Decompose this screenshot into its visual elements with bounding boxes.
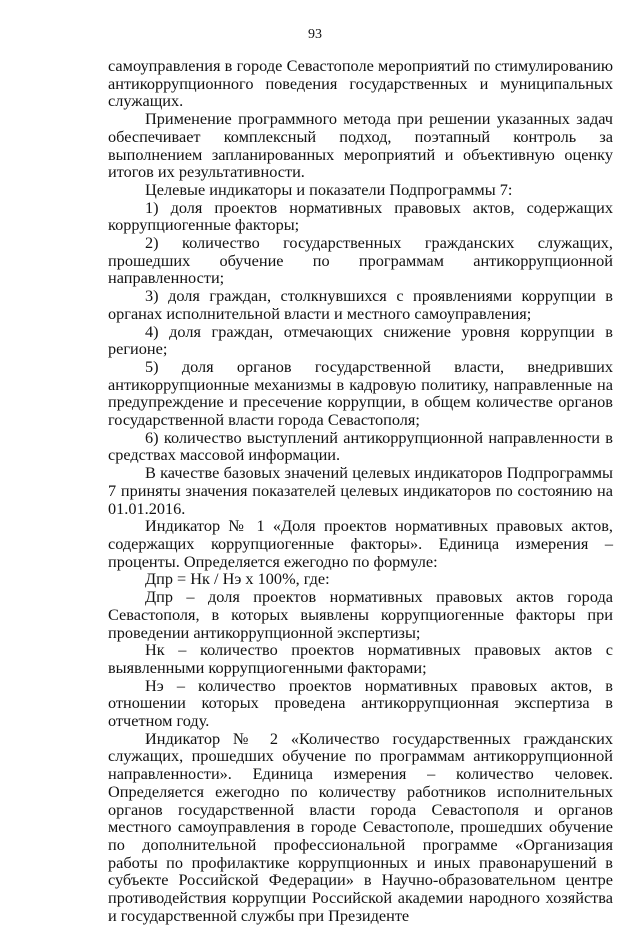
paragraph: В качестве базовых значений целевых индикаторов Подпрограммы 7 приняты значения показателей целевых индикаторов по состоянию на 01.01.2016. bbox=[108, 463, 613, 518]
paragraph: Индикатор № 2 «Количество государственных гражданских служащих, прошедших обучение по программам антикоррупционной направленности». Единица измерения – количество человек. Определяется ежегодно по количеству работников исполнительных органов государственной власти города Севастополя и органов местного самоуправления в городе Севастополе, прошедших обучение по дополнительной профессиональной программе «Организация работы по профилактике коррупционных и иных правонарушений в субъекте Российской Федерации» в Научно-образовательном центре противодействия коррупции Российской академии народного хозяйства и государственной службы при Президенте bbox=[108, 728, 613, 925]
formula-line: Дпр = Нк / Нэ х 100%, где: bbox=[145, 569, 330, 589]
paragraph: 1) доля проектов нормативных правовых актов, содержащих коррупциогенные факторы; bbox=[108, 197, 613, 235]
paragraph: Нэ – количество проектов нормативных правовых актов, в отношении которых проведена антикоррупционная экспертиза в отчетном году. bbox=[108, 675, 613, 731]
paragraph: 5) доля органов государственной власти, внедривших антикоррупционные механизмы в кадровую политику, направленные на предупреждение и пресечение коррупции, в общем количестве органов государственной власти города Севастополя; bbox=[108, 356, 613, 430]
paragraph: Нк – количество проектов нормативных правовых актов с выявленными коррупциогенными факторами; bbox=[108, 640, 613, 677]
paragraph: Индикатор № 1 «Доля проектов нормативных правовых актов, содержащих коррупциогенные факторы». Единица измерения – проценты. Определяется ежегодно по формуле: bbox=[108, 516, 613, 571]
paragraph: 4) доля граждан, отмечающих снижение уровня коррупции в регионе; bbox=[108, 321, 613, 359]
paragraph: 2) количество государственных гражданских служащих, прошедших обучение по программам антикоррупционной направленности; bbox=[108, 233, 613, 288]
paragraph: Дпр – доля проектов нормативных правовых актов города Севастополя, в которых выявлены коррупциогенные факторы при проведении антикоррупционной экспертизы; bbox=[108, 587, 613, 642]
paragraph: Целевые индикаторы и показатели Подпрограммы 7: bbox=[145, 179, 513, 199]
document-body bbox=[108, 57, 613, 924]
paragraph: 3) доля граждан, столкнувшихся с проявлениями коррупции в органах исполнительной власти и местного самоуправления; bbox=[108, 286, 613, 323]
paragraph: 6) количество выступлений антикоррупционной направленности в средствах массовой информации. bbox=[108, 427, 613, 465]
paragraph: самоуправления в городе Севастополе мероприятий по стимулированию антикоррупционного поведения государственных и муниципальных служащих. bbox=[108, 56, 613, 111]
page-number: 93 bbox=[308, 27, 322, 42]
paragraph: Применение программного метода при решении указанных задач обеспечивает комплексный подход, поэтапный контроль за выполнением запланированных мероприятий и объективную оценку итогов их результативности. bbox=[108, 109, 613, 182]
